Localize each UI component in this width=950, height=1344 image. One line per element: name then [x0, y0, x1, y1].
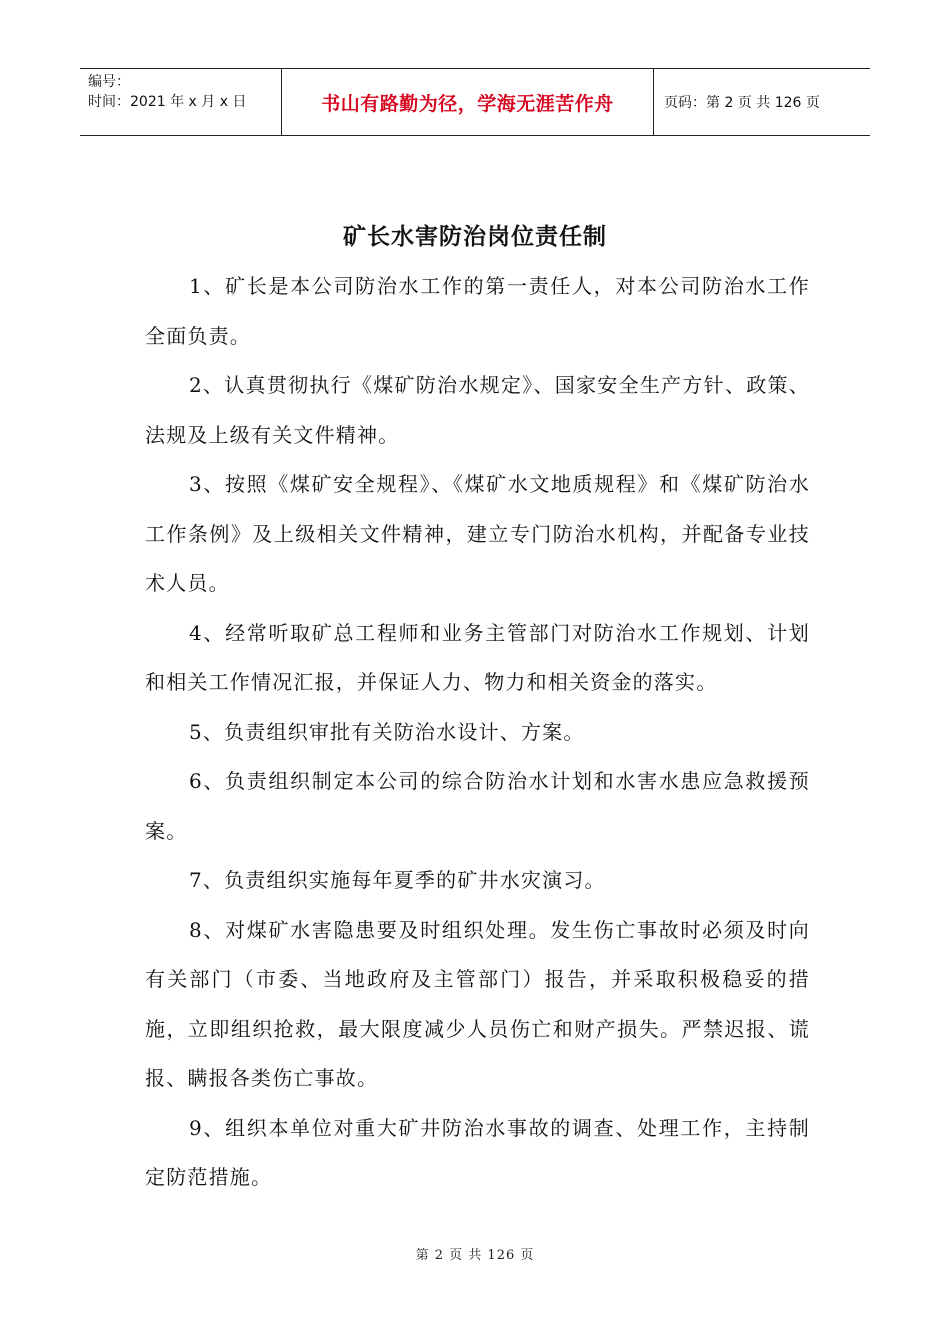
- header-meta: [80, 69, 282, 135]
- paragraph: 3、按照《煤矿安全规程》、《煤矿水文地质规程》和《煤矿防治水工作条例》及上级相关文件精神，建立专门防治水机构，并配备专业技术人员。: [145, 472, 810, 595]
- header-motto: 书山有路勤为径，学海无涯苦作舟: [282, 69, 654, 135]
- date-label: 时间：2021 年 x 月 x 日: [88, 94, 247, 110]
- paragraph: 2、认真贯彻执行《煤矿防治水规定》、国家安全生产方针、政策、法规及上级有关文件精神。: [145, 373, 810, 447]
- paragraph: 7、负责组织实施每年夏季的矿井水灾演习。: [189, 868, 606, 892]
- paragraph: 8、对煤矿水害隐患要及时组织处理。发生伤亡事故时必须及时向有关部门（市委、当地政府及主管部门）报告，并采取积极稳妥的措施，立即组织抢救，最大限度减少人员伤亡和财产损失。严禁迟报、谎报、瞒报各类伤亡事故。: [145, 917, 810, 1090]
- paragraph: 9、组织本单位对重大矿井防治水事故的调查、处理工作，主持制定防范措施。: [145, 1115, 810, 1189]
- document-header: [80, 68, 870, 136]
- page-footer: 第 2 页 共 126 页: [415, 1248, 535, 1263]
- number-label: 编号：: [88, 74, 130, 90]
- paragraph: 5、负责组织审批有关防治水设计、方案。: [189, 719, 585, 744]
- paragraph: 4、经常听取矿总工程师和业务主管部门对防治水工作规划、计划和相关工作情况汇报，并保证人力、物力和相关资金的落实。: [145, 620, 810, 694]
- header-page-info: 页码：第 2 页 共 126 页: [664, 95, 820, 111]
- paragraph: 6、负责组织制定本公司的综合防治水计划和水害水患应急救援预案。: [145, 769, 810, 843]
- document-title: 矿长水害防治岗位责任制: [343, 224, 607, 250]
- document-body: [145, 262, 810, 1203]
- paragraph: 1、矿长是本公司防治水工作的第一责任人，对本公司防治水工作全面负责。: [145, 274, 810, 348]
